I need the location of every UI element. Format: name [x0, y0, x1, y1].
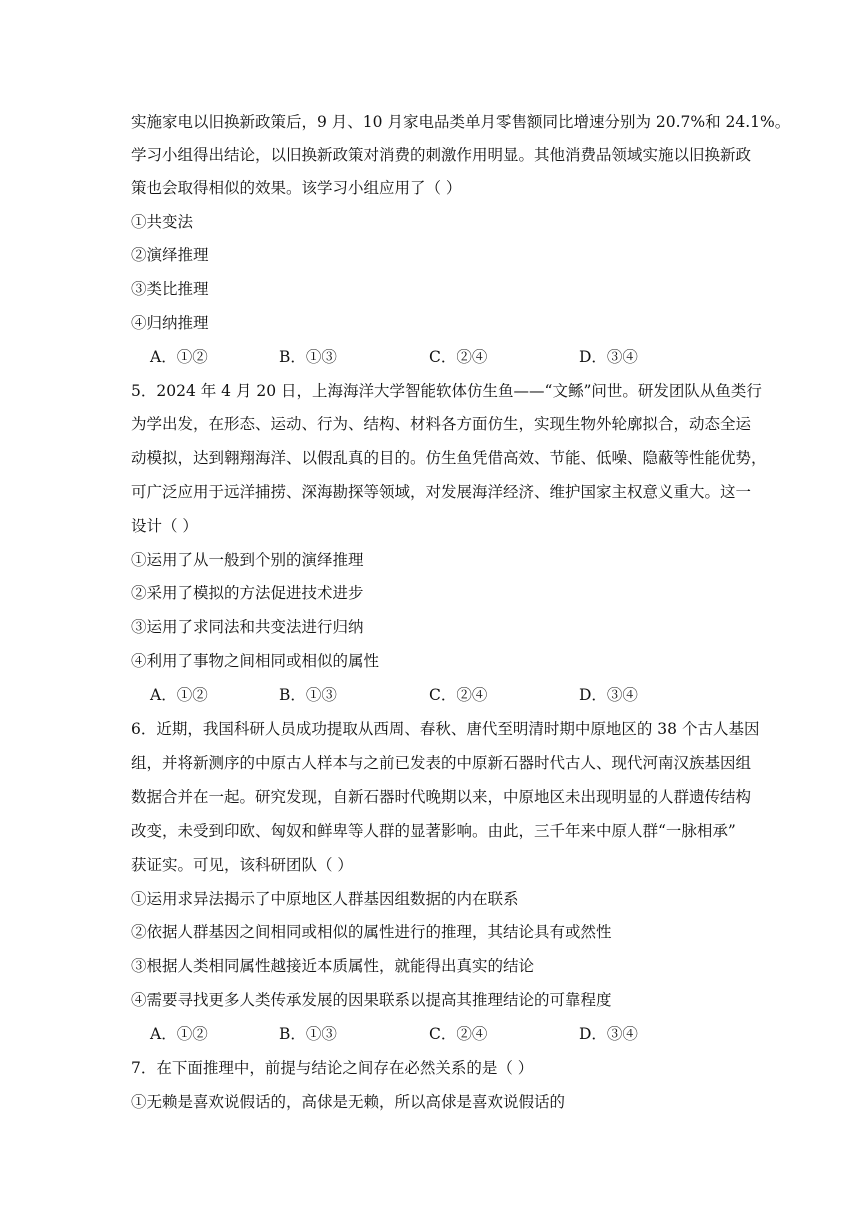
q6-stem-line-3: 数据合并在一起。研究发现，自新石器时代晚期以来，中原地区未出现明显的人群遗传结构: [131, 788, 752, 806]
q4-item-1: ①共变法: [131, 213, 194, 231]
q5-item-3: ③运用了求同法和共变法进行归纳: [131, 618, 364, 636]
q6-choice-a: A．①②: [150, 1025, 208, 1043]
q5-item-2: ②采用了模拟的方法促进技术进步: [131, 584, 364, 602]
q5-stem-line-1: 5．2024 年 4 月 20 日，上海海洋大学智能软体仿生鱼——“文鲧”问世。研发团队从鱼类行: [131, 382, 762, 400]
q5-stem-line-3: 动模拟，达到翱翔海洋、以假乱真的目的。仿生鱼凭借高效、节能、低噪、隐蔽等性能优势，: [131, 449, 767, 467]
q5-choice-c: C．②④: [429, 686, 488, 704]
q4-stem-line-3: 策也会取得相似的效果。该学习小组应用了（ ）: [131, 179, 462, 197]
q7-stem-line-1: 7．在下面推理中，前提与结论之间存在必然关系的是（ ）: [131, 1059, 534, 1077]
q5-item-4: ④利用了事物之间相同或相似的属性: [131, 652, 380, 670]
q4-stem-line-1: 实施家电以旧换新政策后，9 月、10 月家电品类单月零售额同比增速分别为 20.7%和 24.1%。: [131, 113, 791, 131]
q6-item-2: ②依据人群基因之间相同或相似的属性进行的推理，其结论具有或然性: [131, 923, 612, 941]
q4-item-2: ②演绎推理: [131, 246, 209, 264]
q5-choice-d: D．③④: [579, 686, 638, 704]
q4-choice-a: A．①②: [150, 348, 208, 366]
q6-item-1: ①运用求异法揭示了中原地区人群基因组数据的内在联系: [131, 890, 519, 908]
q6-choice-b: B．①③: [279, 1025, 337, 1043]
q6-stem-line-1: 6．近期，我国科研人员成功提取从西周、春秋、唐代至明清时期中原地区的 38 个古人基因: [131, 720, 760, 738]
q5-choice-b: B．①③: [279, 686, 337, 704]
q6-stem-line-5: 获证实。可见，该科研团队（ ）: [131, 856, 353, 874]
q4-choice-b: B．①③: [279, 348, 337, 366]
q6-stem-line-2: 组，并将新测序的中原古人样本与之前已发表的中原新石器时代古人、现代河南汉族基因组: [131, 754, 752, 772]
q6-item-3: ③根据人类相同属性越接近本质属性，就能得出真实的结论: [131, 957, 535, 975]
q4-choice-c: C．②④: [429, 348, 488, 366]
q4-item-3: ③类比推理: [131, 280, 209, 298]
q4-item-4: ④归纳推理: [131, 314, 209, 332]
q5-stem-line-2: 为学出发，在形态、运动、行为、结构、材料各方面仿生，实现生物外轮廓拟合，动态全运: [131, 415, 752, 433]
q6-choice-c: C．②④: [429, 1025, 488, 1043]
q6-stem-line-4: 改变，未受到印欧、匈奴和鲜卑等人群的显著影响。由此，三千年来中原人群“一脉相承”: [131, 822, 736, 840]
q5-choice-a: A．①②: [150, 686, 208, 704]
q6-item-4: ④需要寻找更多人类传承发展的因果联系以提高其推理结论的可靠程度: [131, 991, 612, 1009]
q7-item-1: ①无赖是喜欢说假话的，高俅是无赖，所以高俅是喜欢说假话的: [131, 1093, 566, 1111]
q5-item-1: ①运用了从一般到个别的演绎推理: [131, 551, 364, 569]
q5-stem-line-4: 可广泛应用于远洋捕捞、深海勘探等领域，对发展海洋经济、维护国家主权意义重大。这一: [131, 483, 752, 501]
q6-choice-d: D．③④: [579, 1025, 638, 1043]
q4-stem-line-2: 学习小组得出结论，以旧换新政策对消费的刺激作用明显。其他消费品领域实施以旧换新政: [131, 146, 752, 164]
q4-choice-d: D．③④: [579, 348, 638, 366]
q5-stem-line-5: 设计（ ）: [131, 517, 198, 535]
